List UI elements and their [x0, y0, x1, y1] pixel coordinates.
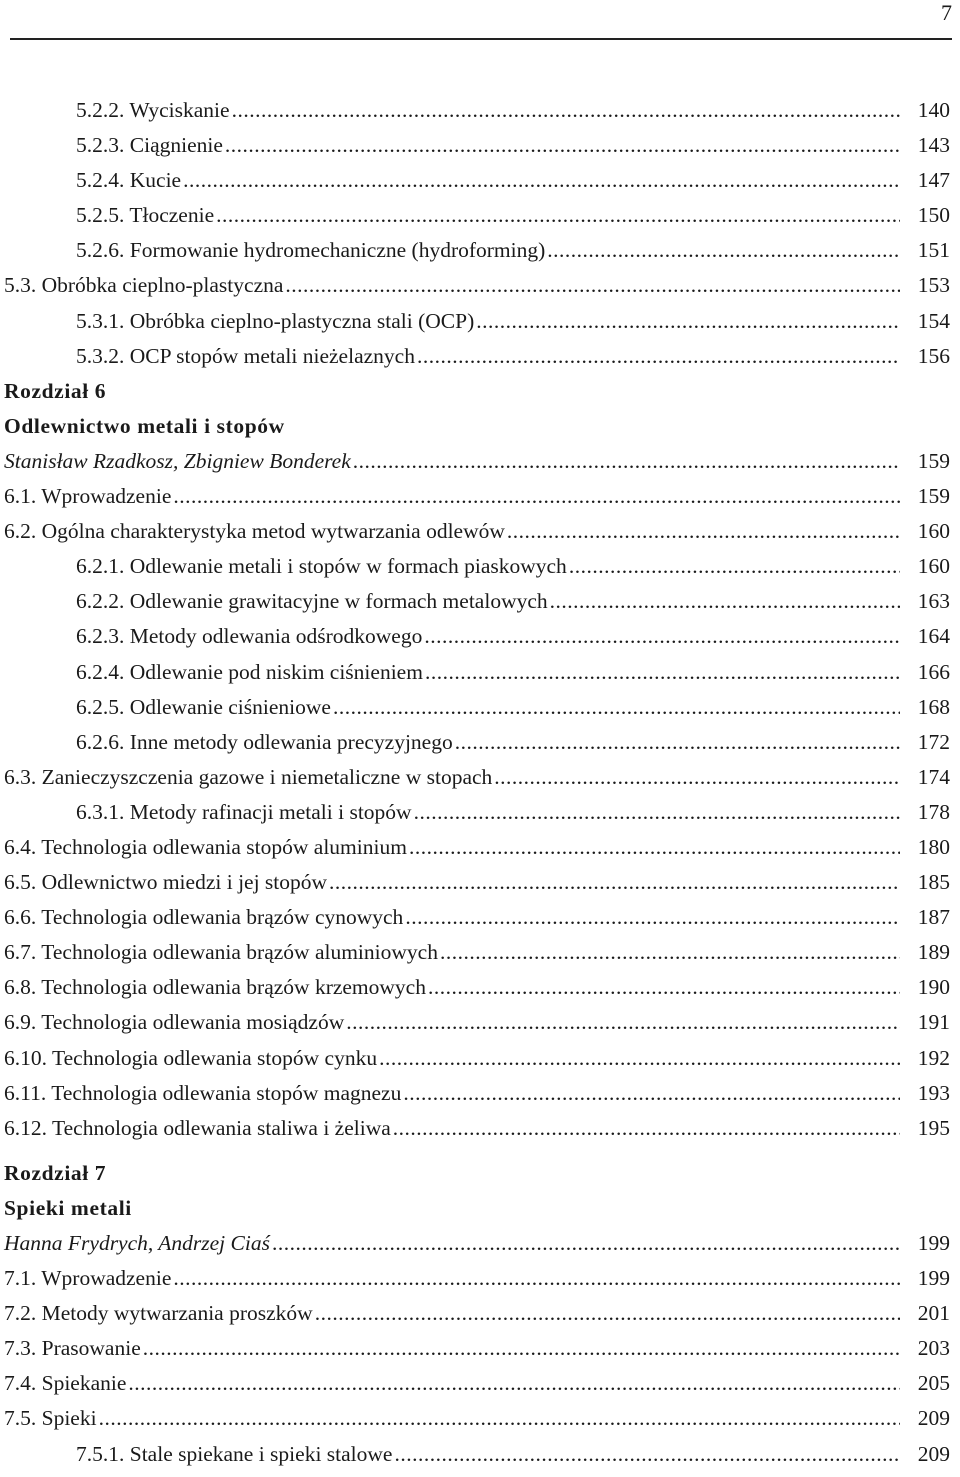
- toc-entry[interactable]: [4, 344, 950, 379]
- chapter-7-title: Spieki metali: [4, 1195, 132, 1220]
- toc-entry-title: 7.3. Prasowanie: [4, 1336, 141, 1361]
- toc-entry-page: 156: [917, 343, 950, 368]
- dot-leader: [393, 1116, 900, 1141]
- page-number: 7: [941, 0, 952, 25]
- toc-entry-page: 163: [917, 589, 950, 614]
- toc-entry[interactable]: [4, 1010, 950, 1045]
- toc-entry[interactable]: [4, 660, 950, 695]
- dot-leader: [428, 975, 900, 1000]
- dot-leader: [225, 133, 900, 158]
- header-rule: [10, 38, 952, 40]
- toc-entry-page: 166: [917, 659, 950, 684]
- dot-leader: [329, 870, 900, 895]
- chapter-7-label: Rozdział 7: [4, 1160, 107, 1185]
- toc-entry-page: 178: [917, 799, 950, 824]
- toc-entry[interactable]: [4, 765, 950, 800]
- toc-entry-page: 189: [917, 940, 950, 965]
- table-of-contents: [4, 98, 950, 1477]
- toc-entry-page: 209: [917, 1441, 950, 1466]
- toc-entry-page: 203: [917, 1336, 950, 1361]
- toc-entry-title: 6.2.6. Inne metody odlewania precyzyjnego: [76, 729, 453, 754]
- toc-entry-page: 172: [917, 729, 950, 754]
- dot-leader: [379, 1046, 900, 1071]
- chapter-6-entries: [4, 484, 950, 1151]
- dot-leader: [183, 168, 900, 193]
- toc-entry-page: 209: [917, 1406, 950, 1431]
- toc-entry-title: 5.2.2. Wyciskanie: [76, 98, 230, 122]
- toc-entry[interactable]: [4, 1406, 950, 1441]
- toc-entry-page: 205: [917, 1371, 950, 1396]
- toc-entry[interactable]: [4, 800, 950, 835]
- toc-entry[interactable]: [4, 975, 950, 1010]
- toc-entry-page: 199: [917, 1266, 950, 1291]
- toc-entry-page: 190: [917, 975, 950, 1000]
- dot-leader: [569, 554, 900, 579]
- toc-entry-page: 180: [917, 834, 950, 859]
- toc-entry[interactable]: [4, 905, 950, 940]
- dot-leader: [550, 589, 900, 614]
- toc-entry-title: 6.2.3. Metody odlewania odśrodkowego: [76, 624, 423, 649]
- toc-entry-title: 6.2.1. Odlewanie metali i stopów w formach piaskowych: [76, 554, 567, 579]
- toc-entry[interactable]: [4, 1046, 950, 1081]
- toc-entry[interactable]: [4, 1116, 950, 1151]
- toc-entry-title: 6.8. Technologia odlewania brązów krzemowych: [4, 975, 426, 1000]
- toc-entry-page: 185: [917, 870, 950, 895]
- toc-entry-page: 187: [917, 905, 950, 930]
- toc-entry-title: 6.4. Technologia odlewania stopów aluminium: [4, 834, 407, 859]
- toc-entry[interactable]: [4, 835, 950, 870]
- toc-entry-title: 5.2.6. Formowanie hydromechaniczne (hydroforming): [76, 238, 546, 263]
- toc-entry-page: 150: [917, 203, 950, 228]
- dot-leader: [232, 98, 900, 123]
- toc-entry[interactable]: [4, 730, 950, 765]
- toc-entry[interactable]: [4, 870, 950, 905]
- dot-leader: [417, 344, 900, 369]
- toc-entry-title: 5.2.5. Tłoczenie: [76, 203, 215, 228]
- toc-entry[interactable]: [4, 589, 950, 624]
- toc-entry-title: 7.5.1. Stale spiekane i spieki stalowe: [76, 1441, 393, 1466]
- toc-entry-page: 174: [917, 764, 950, 789]
- dot-leader: [405, 905, 900, 930]
- dot-leader: [440, 940, 900, 965]
- dot-leader: [403, 1081, 900, 1106]
- chapter-7-entries: [4, 1266, 950, 1477]
- toc-entry-page: 164: [917, 624, 950, 649]
- toc-entry-title: 7.4. Spiekanie: [4, 1371, 127, 1396]
- dot-leader: [315, 1301, 900, 1326]
- toc-entry-title: 6.5. Odlewnictwo miedzi i jej stopów: [4, 870, 328, 895]
- toc-entry-page: 191: [917, 1010, 950, 1035]
- toc-entry[interactable]: [4, 519, 950, 554]
- dot-leader: [547, 238, 900, 263]
- toc-entry-page: 159: [917, 484, 950, 509]
- toc-entry-page: 193: [917, 1080, 950, 1105]
- toc-entry-title: 6.12. Technologia odlewania staliwa i żeliwa: [4, 1115, 391, 1140]
- dot-leader: [394, 1442, 900, 1467]
- chapter-7-authors-page: 199: [917, 1231, 950, 1255]
- toc-entry-page: 140: [917, 98, 950, 122]
- toc-entry[interactable]: [4, 1371, 950, 1406]
- dot-leader: [216, 203, 900, 228]
- toc-entry-page: 160: [917, 554, 950, 579]
- toc-entry-page: 168: [917, 694, 950, 719]
- toc-entry-title: 7.5. Spieki: [4, 1406, 97, 1431]
- chapter-6-authors-row[interactable]: [4, 449, 950, 484]
- dot-leader: [346, 1010, 900, 1035]
- toc-entry-page: 147: [917, 168, 950, 193]
- toc-entry[interactable]: [4, 133, 950, 168]
- toc-entry-title: 6.2. Ogólna charakterystyka metod wytwarzania odlewów: [4, 519, 505, 544]
- toc-entry[interactable]: [4, 1442, 950, 1477]
- dot-leader: [353, 449, 900, 474]
- toc-entry-title: 6.2.2. Odlewanie grawitacyjne w formach metalowych: [76, 589, 548, 614]
- toc-entry-page: 195: [917, 1115, 950, 1140]
- toc-entry-title: 7.2. Metody wytwarzania proszków: [4, 1301, 313, 1326]
- dot-leader: [476, 309, 900, 334]
- dot-leader: [285, 273, 900, 298]
- toc-entry[interactable]: [4, 624, 950, 659]
- dot-leader: [99, 1406, 900, 1431]
- toc-entry[interactable]: [4, 203, 950, 238]
- chapter-6-title: Odlewnictwo metali i stopów: [4, 413, 285, 438]
- chapter-gap: [4, 1151, 950, 1161]
- toc-entry[interactable]: [4, 98, 950, 133]
- dot-leader: [455, 730, 900, 755]
- toc-entry-title: 6.2.4. Odlewanie pod niskim ciśnieniem: [76, 659, 423, 684]
- dot-leader: [425, 660, 900, 685]
- dot-leader: [494, 765, 900, 790]
- chapter-7-authors-row[interactable]: [4, 1231, 950, 1266]
- toc-entry-title: 6.3.1. Metody rafinacji metali i stopów: [76, 799, 412, 824]
- toc-entry-title: 6.11. Technologia odlewania stopów magnezu: [4, 1080, 402, 1105]
- toc-entry[interactable]: [4, 1081, 950, 1116]
- toc-entry-page: 153: [917, 273, 950, 298]
- toc-entry-title: 5.3.1. Obróbka cieplno-plastyczna stali (OCP): [76, 308, 475, 333]
- toc-entry[interactable]: [4, 168, 950, 203]
- toc-entry[interactable]: [4, 484, 950, 519]
- toc-entry-page: 143: [917, 133, 950, 158]
- dot-leader: [143, 1336, 900, 1361]
- chapter-6-label: Rozdział 6: [4, 378, 107, 403]
- toc-entry-title: 6.10. Technologia odlewania stopów cynku: [4, 1045, 378, 1070]
- dot-leader: [173, 1266, 900, 1291]
- toc-entry-page: 192: [917, 1045, 950, 1070]
- chapter-6-authors-page: 159: [917, 448, 950, 473]
- toc-entry-page: 151: [917, 238, 950, 263]
- toc-entry[interactable]: [4, 238, 950, 273]
- toc-entry-title: 7.1. Wprowadzenie: [4, 1266, 172, 1291]
- toc-entry-page: 154: [917, 308, 950, 333]
- toc-entry-title: 5.2.3. Ciągnienie: [76, 133, 223, 158]
- toc-section-5-continued: [4, 98, 950, 379]
- dot-leader: [409, 835, 900, 860]
- dot-leader: [173, 484, 900, 509]
- toc-entry-title: 6.6. Technologia odlewania brązów cynowych: [4, 905, 404, 930]
- dot-leader: [424, 624, 900, 649]
- toc-entry[interactable]: [4, 695, 950, 730]
- dot-leader: [128, 1371, 900, 1396]
- dot-leader: [333, 695, 900, 720]
- toc-entry-title: 6.1. Wprowadzenie: [4, 484, 172, 509]
- toc-entry[interactable]: [4, 273, 950, 308]
- toc-entry-page: 201: [917, 1301, 950, 1326]
- toc-entry[interactable]: [4, 554, 950, 589]
- dot-leader: [414, 800, 900, 825]
- chapter-6-authors: Stanisław Rzadkosz, Zbigniew Bonderek: [4, 448, 351, 473]
- toc-entry[interactable]: [4, 1301, 950, 1336]
- toc-entry[interactable]: [4, 1266, 950, 1301]
- toc-entry-title: 6.9. Technologia odlewania mosiądzów: [4, 1010, 345, 1035]
- toc-entry[interactable]: [4, 940, 950, 975]
- chapter-7-block: [4, 1161, 950, 1477]
- toc-entry-page: 160: [917, 519, 950, 544]
- toc-entry-title: 6.3. Zanieczyszczenia gazowe i niemetaliczne w stopach: [4, 764, 493, 789]
- toc-entry[interactable]: [4, 309, 950, 344]
- toc-entry-title: 6.2.5. Odlewanie ciśnieniowe: [76, 694, 331, 719]
- toc-entry-title: 6.7. Technologia odlewania brązów aluminiowych: [4, 940, 438, 965]
- toc-entry-title: 5.3. Obróbka cieplno-plastyczna: [4, 273, 284, 298]
- dot-leader: [272, 1231, 900, 1256]
- toc-entry-title: 5.2.4. Kucie: [76, 168, 182, 193]
- toc-entry[interactable]: [4, 1336, 950, 1371]
- chapter-6-block: [4, 379, 950, 1151]
- chapter-7-authors: Hanna Frydrych, Andrzej Ciaś: [4, 1231, 270, 1255]
- dot-leader: [507, 519, 900, 544]
- toc-entry-title: 5.3.2. OCP stopów metali nieżelaznych: [76, 343, 415, 368]
